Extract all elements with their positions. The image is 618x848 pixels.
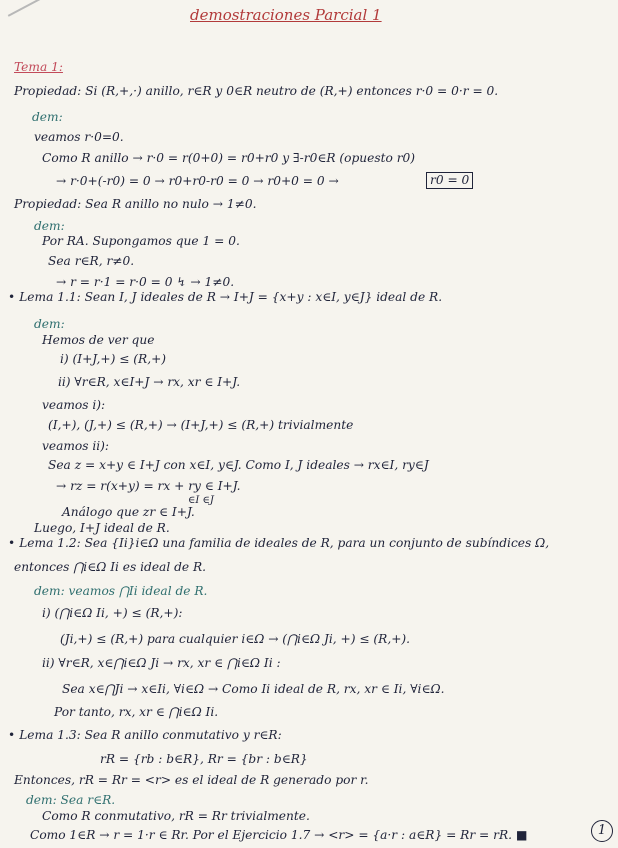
proof-line: veamos ii): xyxy=(42,439,110,453)
proof-line: (Ji,+) ≤ (R,+) para cualquier i∈Ω → (⋂i∈Ω Ji, +) ≤ (R,+). xyxy=(60,632,411,646)
proof-line: → rz = r(x+y) = rx + ry ∈ I+J. xyxy=(56,479,241,493)
dem-label: dem: xyxy=(32,110,63,124)
section-heading: Tema 1: xyxy=(14,60,63,74)
proof-line: (I,+), (J,+) ≤ (R,+) → (I+J,+) ≤ (R,+) trivialmente xyxy=(48,418,354,432)
proof-line: ii) ∀r∈R, x∈I+J → rx, xr ∈ I+J. xyxy=(58,375,241,389)
page-title: demostraciones Parcial 1 xyxy=(190,6,382,24)
proof-line: Análogo que zr ∈ I+J. xyxy=(62,505,195,519)
lemma-statement: • Lema 1.2: Sea {Ii}i∈Ω una familia de ideales de R, para un conjunto de subíndices Ω, xyxy=(8,536,549,551)
proof-line: i) (I+J,+) ≤ (R,+) xyxy=(60,352,167,366)
proof-line: Como R conmutativo, rR = Rr trivialmente. xyxy=(42,809,310,823)
proof-line: i) (⋂i∈Ω Ii, +) ≤ (R,+): xyxy=(42,606,183,620)
dem-label: dem: xyxy=(34,317,65,331)
proof-line: Hemos de ver que xyxy=(42,333,155,347)
property-statement: Propiedad: Sea R anillo no nulo → 1≠0. xyxy=(14,197,257,211)
pencil-mark xyxy=(8,0,42,17)
boxed-result: r0 = 0 xyxy=(426,172,473,189)
proof-line: → r·0+(-r0) = 0 → r0+r0-r0 = 0 → r0+0 = 0 → xyxy=(56,174,339,188)
proof-line: Por RA. Supongamos que 1 = 0. xyxy=(42,234,240,248)
lemma-statement: • Lema 1.3: Sea R anillo conmutativo y r∈R: xyxy=(8,728,282,743)
subscript-note: ∈I ∈J xyxy=(188,495,214,506)
proof-line: → r = r·1 = r·0 = 0 ↯ → 1≠0. xyxy=(56,275,235,289)
property-statement: Propiedad: Si (R,+,·) anillo, r∈R y 0∈R neutro de (R,+) entonces r·0 = 0·r = 0. xyxy=(14,84,499,98)
proof-line: veamos r·0=0. xyxy=(34,130,124,144)
proof-line: ii) ∀r∈R, x∈⋂i∈Ω Ji → rx, xr ∈ ⋂i∈Ω Ii : xyxy=(42,656,281,670)
proof-line: Sea x∈⋂Ji → x∈Ii, ∀i∈Ω → Como Ii ideal de R, rx, xr ∈ Ii, ∀i∈Ω. xyxy=(62,682,445,696)
lemma-statement: Entonces, rR = Rr = <r> es el ideal de R generado por r. xyxy=(14,773,369,787)
proof-line: Luego, I+J ideal de R. xyxy=(34,521,170,535)
lemma-statement: • Lema 1.1: Sean I, J ideales de R → I+J = {x+y : x∈I, y∈J} ideal de R. xyxy=(8,290,442,305)
proof-line: Por tanto, rx, xr ∈ ⋂i∈Ω Ii. xyxy=(54,705,219,719)
proof-line: Como 1∈R → r = 1·r ∈ Rr. Por el Ejercicio 1.7 → <r> = {a·r : a∈R} = Rr = rR. ■ xyxy=(30,828,528,842)
proof-line: Sea z = x+y ∈ I+J con x∈I, y∈J. Como I, J ideales → rx∈I, ry∈J xyxy=(48,458,429,472)
dem-label: dem: veamos ⋂Ii ideal de R. xyxy=(34,584,208,598)
dem-label: dem: Sea r∈R. xyxy=(26,793,116,807)
proof-line: Como R anillo → r·0 = r(0+0) = r0+r0 y ∃-r0∈R (opuesto r0) xyxy=(42,151,416,165)
proof-line: Sea r∈R, r≠0. xyxy=(48,254,135,268)
definition-line: rR = {rb : b∈R}, Rr = {br : b∈R} xyxy=(100,752,308,766)
dem-label: dem: xyxy=(34,219,65,233)
lemma-statement: entonces ⋂i∈Ω Ii es ideal de R. xyxy=(14,560,207,574)
page-number: 1 xyxy=(591,820,613,842)
proof-line: veamos i): xyxy=(42,398,106,412)
